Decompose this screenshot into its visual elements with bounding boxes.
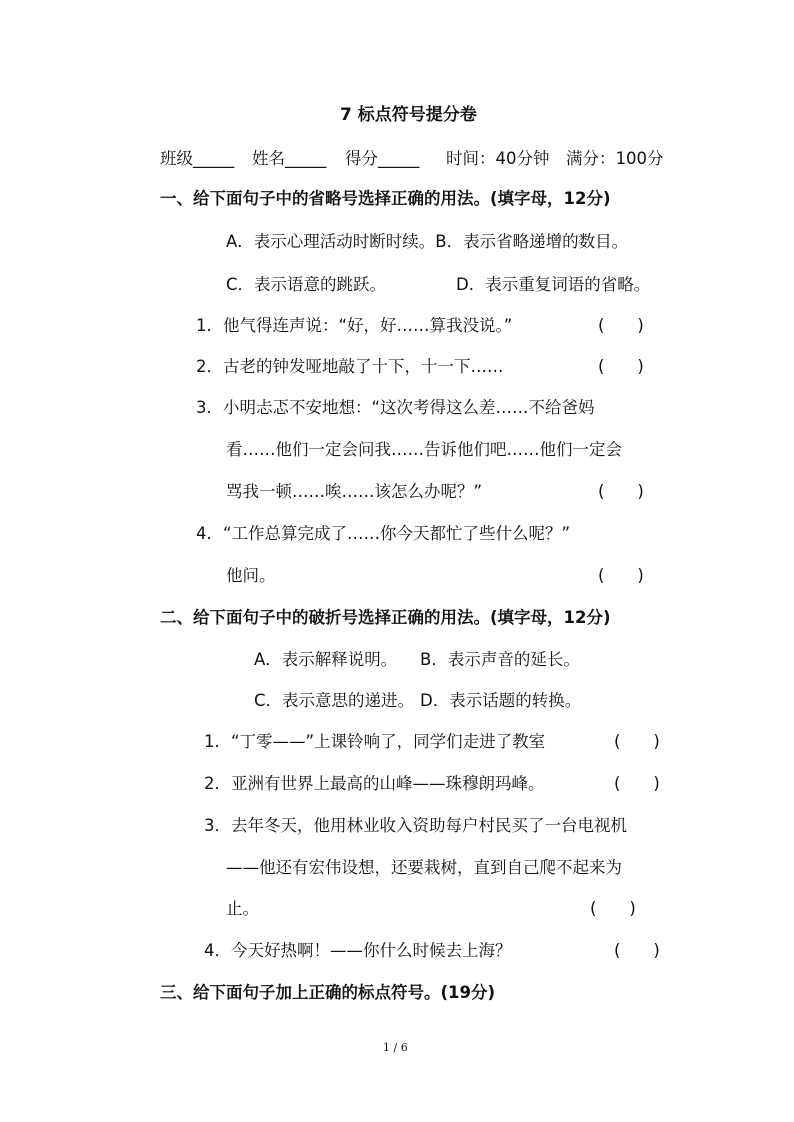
section-2-option-a: A．表示解释说明。 (254, 650, 398, 669)
section-2-question-3-line3: 止。 (226, 899, 259, 918)
section-2-option-b: B．表示声音的延长。 (420, 650, 580, 669)
section-1-question-4-line2: 他问。 (226, 566, 276, 585)
section-1-question-2: 2．古老的钟发哑地敲了十下，十一下…… (196, 357, 504, 376)
section-1-options-line1: A．表示心理活动时断时续。B．表示省略递增的数目。 (226, 232, 629, 251)
section-1-option-d: D．表示重复词语的省略。 (456, 275, 651, 294)
section-1-heading: 一、给下面句子中的省略号选择正确的用法。(填字母，12分) (160, 189, 611, 208)
header-time: 时间：40分钟 (446, 149, 550, 168)
page-title: 7 标点符号提分卷 (340, 105, 477, 125)
section-2-question-3-line2: ——他还有宏伟设想，还要栽树，直到自己爬不起来为 (226, 858, 622, 877)
section-1-question-3-line3: 骂我一顿……唉……该怎么办呢？” (226, 482, 483, 501)
answer-paren[interactable]: ( ) (614, 774, 660, 793)
section-2-question-4: 4．今天好热啊！——你什么时候去上海？ (204, 941, 512, 960)
header-score: 得分_____ (345, 149, 420, 168)
section-2-question-1: 1．“丁零——”上课铃响了，同学们走进了教室 (204, 732, 546, 751)
header-name: 姓名_____ (252, 149, 327, 168)
answer-paren[interactable]: ( ) (614, 941, 660, 960)
page-number: 1 / 6 (383, 1041, 408, 1054)
section-1-option-c: C．表示语意的跳跃。 (226, 275, 387, 294)
section-1-question-3-line2: 看……他们一定会问我……告诉他们吧……他们一定会 (226, 440, 622, 459)
section-2-option-d: D．表示话题的转换。 (420, 691, 582, 710)
section-2-question-2: 2．亚洲有世界上最高的山峰——珠穆朗玛峰。 (204, 774, 545, 793)
answer-paren[interactable]: ( ) (598, 482, 644, 501)
section-3-heading: 三、给下面句子加上正确的标点符号。(19分) (160, 983, 496, 1002)
answer-paren[interactable]: ( ) (614, 732, 660, 751)
section-2-question-3-line1: 3．去年冬天，他用林业收入资助每户村民买了一台电视机 (204, 816, 627, 835)
header-class: 班级_____ (160, 149, 235, 168)
answer-paren[interactable]: ( ) (598, 566, 644, 585)
section-1-question-3-line1: 3．小明忐忑不安地想：“这次考得这么差……不给爸妈 (196, 398, 595, 417)
section-2-option-c: C．表示意思的递进。 (254, 691, 415, 710)
section-1-question-1: 1．他气得连声说：“好，好……算我没说。” (196, 316, 513, 335)
header-full-score: 满分：100分 (566, 149, 664, 168)
section-1-question-4-line1: 4．“工作总算完成了……你今天都忙了些什么呢？” (196, 524, 571, 543)
answer-paren[interactable]: ( ) (598, 357, 644, 376)
answer-paren[interactable]: ( ) (598, 316, 644, 335)
answer-paren[interactable]: ( ) (590, 899, 636, 918)
section-2-heading: 二、给下面句子中的破折号选择正确的用法。(填字母，12分) (160, 608, 611, 627)
